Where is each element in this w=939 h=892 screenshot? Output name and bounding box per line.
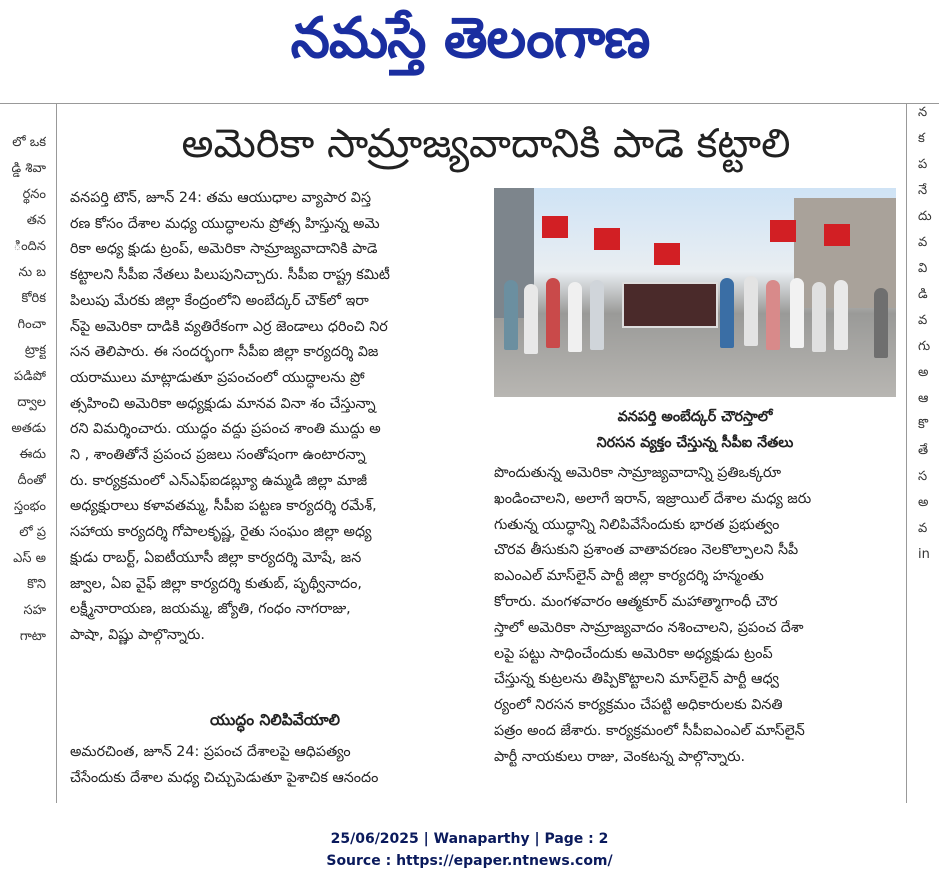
text-line: పడిపో	[13, 369, 46, 384]
text-line: గుతున్న యుద్ధాన్ని నిలిపివేసేందుకు భారత ప్రభుత్వం	[494, 516, 780, 533]
text-line: అ	[918, 365, 929, 380]
text-line: వనపర్తి టౌన్, జూన్ 24: తమ ఆయుధాల వ్యాపార విస్త	[70, 190, 372, 206]
text-line: చేసేందుకు దేశాల మధ్య చిచ్చుపెడుతూ పైశాచిక ఆనందం	[70, 769, 379, 786]
text-line: గాటా	[19, 629, 46, 644]
text-line: రని విమర్శించారు. యుద్ధం వద్దు ప్రపంచ శాంతి ముద్దు అ	[70, 421, 381, 438]
text-line: పత్రం అంద జేశారు. కార్యక్రమంలో సీపీఐఎంఎల్ మాస్‌లైన్	[494, 722, 805, 739]
page-footer	[0, 828, 939, 872]
text-line: ర్యంలో నిరసన కార్యక్రమం చేపట్టి అధికారులకు వినతి	[494, 697, 783, 714]
text-line: స్తాలో అమెరికా సామ్రాజ్యవాదం నశించాలని, ప్రపంచ దేశా	[494, 619, 804, 636]
protester	[834, 280, 848, 350]
text-line: క	[918, 131, 925, 146]
text-line: కోరిక	[21, 291, 46, 306]
protester	[766, 280, 780, 350]
text-line: కొని	[27, 577, 46, 592]
protester	[546, 278, 560, 348]
text-line: ిందిన	[13, 239, 46, 254]
text-line: లక్ష్మీనారాయణ, జయమ్మ, జ్యోతి, గంధం నాగరాజు,	[70, 601, 351, 618]
article-headline: అమెరికా సామ్రాజ్యవాదానికి పాడె కట్టాలి	[181, 121, 791, 167]
text-line: తన	[26, 213, 46, 228]
text-line: లో ప్ర	[19, 525, 46, 540]
text-line: ఐఎంఎల్ మాస్‌లైన్ పార్టీ జిల్లా కార్యదర్శి హన్మంతు	[494, 568, 764, 585]
right-article-body	[494, 461, 904, 771]
text-line: ని , శాంతితోనే ప్రపంచ ప్రజలు సంతోషంగా ఉంటారన్నా	[70, 447, 366, 464]
protester	[812, 282, 826, 352]
text-line: పిలుపు మేరకు జిల్లా కేంద్రంలోని అంబేద్కర్ చౌక్‌లో ఇరా	[70, 292, 369, 309]
text-line: అమరచింత, జూన్ 24: ప్రపంచ దేశాలపై ఆధిపత్యం	[70, 744, 351, 760]
text-line: ప	[918, 157, 928, 172]
red-flag	[824, 224, 850, 246]
text-line: సన తెలిపారు. ఈ సందర్భంగా సీపీఐ జిల్లా కార్యదర్శి విజ	[70, 344, 379, 361]
newspaper-logo: నమస్తే తెలంగాణ	[290, 6, 650, 71]
text-line: వ	[918, 235, 928, 250]
text-line: చొరవ తీసుకుని ప్రశాంత వాతావరణం నెలకొల్పాలని సీపీ	[494, 542, 799, 559]
protester	[720, 278, 734, 348]
text-line: ఖండించాలని, అలాగే ఇరాన్, ఇజ్రాయిల్ దేశాల మధ్య జరు	[494, 490, 812, 507]
text-line: సహాయ కార్యదర్శి గోపాలకృష్ణ, రైతు సంఘం జిల్లా అధ్య	[70, 524, 372, 541]
protester	[874, 288, 888, 358]
photo-caption	[494, 404, 896, 456]
top-rule	[0, 103, 939, 104]
text-line: యరాములు మాట్లాడుతూ ప్రపంచంలో యుద్ధాలను ప్రో	[70, 369, 365, 386]
text-line: దు	[918, 209, 932, 224]
text-line: వ	[918, 521, 928, 536]
text-line: in	[918, 547, 930, 562]
red-flag	[542, 216, 568, 238]
protester	[744, 276, 758, 346]
left-edge-clipped-column	[0, 130, 46, 830]
text-line: అతడు	[11, 421, 46, 436]
protest-banner	[622, 282, 718, 328]
protester	[524, 284, 538, 354]
text-line: వ	[918, 313, 928, 328]
text-line: సహ	[23, 603, 46, 618]
sub-article-heading: యుద్ధం నిలిపివేయాలి	[209, 711, 341, 729]
footer-date-line: 25/06/2025 | Wanaparthy | Page : 2	[330, 831, 609, 847]
text-line: ఈదు	[19, 447, 46, 462]
text-line: న్‌పై అమెరికా దాడికి వ్యతిరేకంగా ఎర్ర జెండాలు ధరించి నిర	[70, 318, 388, 335]
text-line: త్సహించి అమెరికా అధ్యక్షుడు మానవ వినా శం చేస్తున్నా	[70, 395, 376, 412]
text-line: జ్వాల, ఏఐ వైఫ్ జిల్లా కార్యదర్శి కుతుబ్, పృథ్వీనాదం,	[70, 575, 362, 592]
text-line: డి	[918, 287, 928, 302]
text-line: చేస్తున్న కుట్రలను తిప్పికొట్టాలని మాస్‌లైన్ పార్టీ ఆధ్వ	[494, 671, 779, 688]
caption-line: నిరసన వ్యక్తం చేస్తున్న సీపీఐ నేతలు	[596, 435, 794, 451]
right-edge-clipped-column	[918, 100, 939, 800]
text-line: గు	[918, 339, 931, 354]
text-line: క్షుడు రాబర్ట్, ఏఐటీయూసీ జిల్లా కార్యదర్శి మోషే, జన	[70, 549, 362, 566]
protester	[790, 278, 804, 348]
text-line: ద్వాల	[17, 395, 46, 410]
text-line: కొ	[918, 417, 929, 432]
text-line: అ	[918, 495, 929, 510]
news-photo	[494, 188, 896, 397]
text-line: స్తంభం	[13, 499, 46, 514]
text-line: రికా అధ్య క్షుడు ట్రంప్, అమెరికా సామ్రాజ్యవాదానికి పాడె	[70, 241, 378, 258]
text-line: ట్రాక్ట	[24, 343, 46, 358]
text-line: పార్టీ నాయకులు రాజు, వెంకటన్న పాల్గొన్నారు.	[494, 748, 746, 765]
red-flag	[654, 243, 680, 265]
text-line: పొందుతున్న అమెరికా సామ్రాజ్యవాదాన్ని ప్రతిఒక్కరూ	[494, 465, 782, 481]
masthead	[0, 0, 939, 85]
text-line: కట్టాలని సీపీఐ నేతలు పిలుపునిచ్చారు. సీపీఐ రాష్ట్ర కమిటీ	[70, 267, 390, 284]
text-line: డ్డి శివా	[11, 161, 46, 176]
text-line: ను బ	[18, 265, 46, 280]
protester	[568, 282, 582, 352]
text-line: స	[918, 469, 928, 484]
red-flag	[594, 228, 620, 250]
footer-source-line: Source : https://epaper.ntnews.com/	[326, 853, 613, 869]
text-line: పాషా, విష్ణు పాల్గొన్నారు.	[70, 626, 205, 643]
text-line: నే	[918, 183, 928, 198]
text-line: వి	[918, 261, 928, 276]
text-line: రణ కోసం దేశాల మధ్య యుద్ధాలను ప్రోత్స హిస్తున్న అమె	[70, 215, 380, 232]
text-line: దీంతో	[17, 473, 46, 488]
sub-article-body	[70, 740, 480, 791]
text-line: లో ఒక	[12, 135, 46, 150]
text-line: ర్థనం	[22, 187, 46, 202]
text-line: రు. కార్యక్రమంలో ఎన్ఎఫ్ఐడబ్ల్యూ ఉమ్మడి జిల్లా మాజీ	[70, 472, 368, 489]
text-line: ఆ	[918, 391, 929, 406]
protester	[504, 280, 518, 350]
text-line: కోరారు. మంగళవారం ఆత్మకూర్ మహాత్మాగాంధీ చౌర	[494, 593, 778, 610]
protester	[590, 280, 604, 350]
column-divider-left	[56, 103, 57, 803]
red-flag	[770, 220, 796, 242]
text-line: లపై పట్టు సాధించేందుకు అమెరికా అధ్యక్షుడు ట్రంప్	[494, 645, 773, 662]
column-divider-right	[906, 103, 907, 803]
main-article-body	[70, 186, 480, 649]
text-line: అధ్యక్షురాలు కళావతమ్మ, సీపీఐ పట్టణ కార్యదర్శి రమేశ్,	[70, 498, 377, 515]
caption-line: వనపర్తి అంబేద్కర్ చౌరస్తాలో	[617, 409, 773, 425]
text-line: గించా	[17, 317, 46, 332]
text-line: తే	[918, 443, 929, 458]
text-line: న	[918, 105, 928, 120]
text-line: ఎస్ అ	[13, 551, 46, 566]
